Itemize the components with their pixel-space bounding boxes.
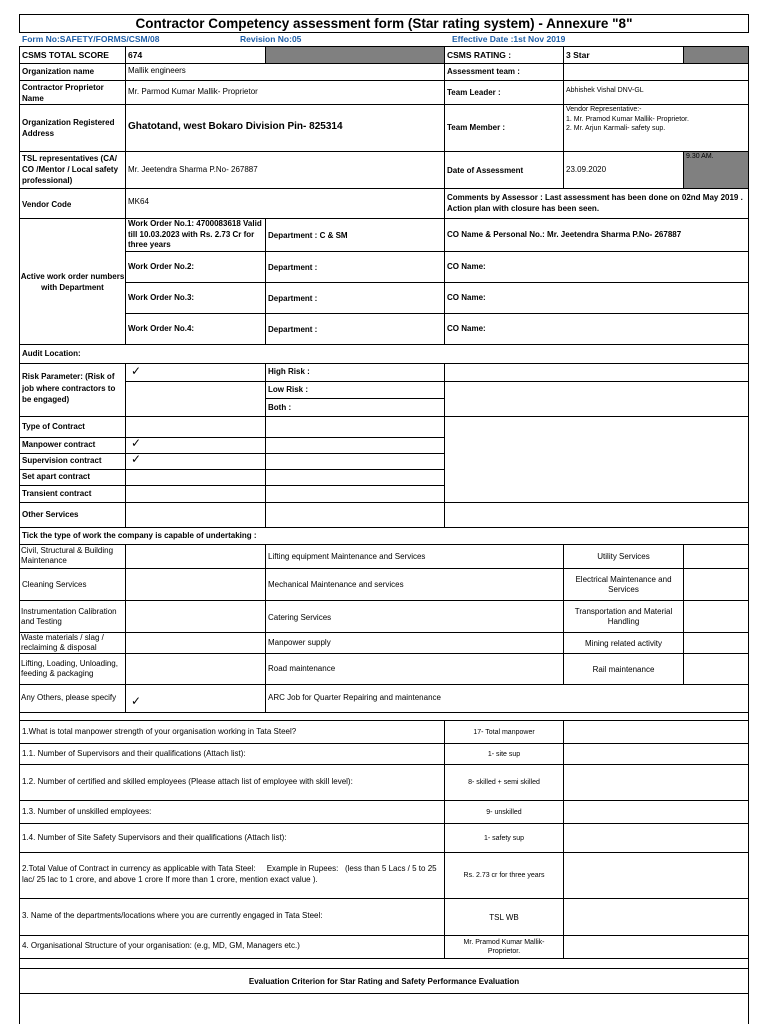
proprietor-value: Mr. Parmod Kumar Mallik- Proprietor [128,87,258,96]
cell [563,63,749,81]
cell [563,823,749,853]
check-icon: ✓ [131,452,142,466]
work-lifting-equipment: Lifting equipment Maintenance and Services [268,552,426,561]
cell [265,469,445,486]
cell [563,935,749,959]
cell [683,632,749,654]
work-catering: Catering Services [268,613,332,622]
check-icon: ✓ [131,436,142,450]
date-value: 23.09.2020 [566,165,607,174]
question-2: 2.Total Value of Contract in currency as applicable with Tata Steel: Example in Rupees: (less than 5 Lacs / 5 to 25 lac/ 25 lac to 1 crore, and above 1 crore If more than 1 crore, mention exact value ). [22,864,439,884]
work-waste: Waste materials / slag / reclaiming & disposal [21,633,107,652]
work-transportation: Transportation and Material Handling [574,606,675,626]
rating-value: 3 Star [566,50,590,60]
tsl-rep-value: Mr. Jeetendra Sharma P.No- 267887 [128,165,258,174]
question-1-1: 1.1. Number of Supervisors and their qualifications (Attach list): [22,749,246,758]
cell [125,653,266,685]
question-3: 3. Name of the departments/locations where you are currently engaged in Tata Steel: [22,911,323,920]
audit-location-label: Audit Location: [22,349,81,358]
cell [125,437,266,454]
work-mechanical: Mechanical Maintenance and services [268,580,404,589]
form-number: Form No:SAFETY/FORMS/CSM/08 [22,34,160,44]
check-icon: ✓ [131,694,142,708]
department-2: Department : [268,263,318,272]
total-score-value: 674 [128,50,143,60]
team-member-value: Vendor Representative:- 1. Mr. Pramod Kumar Mallik- Proprietor. 2. Mr. Arjun Karmali- safety sup. [566,106,689,132]
cell [563,800,749,824]
department-4: Department : [268,325,318,334]
revision-number: Revision No:05 [240,34,302,44]
proprietor-label: Contractor Proprietor Name [22,83,107,103]
question-1-3: 1.3. Number of unskilled employees: [22,807,152,816]
border-line [19,993,20,1024]
cell [444,363,749,382]
assessment-team-label: Assessment team : [447,67,520,76]
tsl-rep-label: TSL representatives (CA/ CO /Mentor / Local safety professional) [22,154,121,185]
question-1: 1.What is total manpower strength of your organisation working in Tata Steel? [22,727,297,736]
answer-3: TSL WB [489,912,519,922]
cell [265,437,445,454]
work-electrical: Electrical Maintenance and Services [575,574,674,594]
work-cleaning: Cleaning Services [22,580,87,589]
work-road-maintenance: Road maintenance [268,664,336,673]
co-name-3: CO Name: [447,293,486,302]
risk-parameter-label: Risk Parameter: (Risk of job where contractors to be engaged) [22,372,118,404]
cell [563,743,749,765]
work-any-others: Any Others, please specify [21,693,117,702]
effective-date: Effective Date :1st Nov 2019 [452,34,566,44]
co-name-2: CO Name: [447,262,486,271]
cell [125,363,266,382]
question-1-2: 1.2. Number of certified and skilled employees (Please attach list of employee with skill level): [22,777,353,786]
work-lifting-loading: Lifting, Loading, Unloading, feeding & packaging [21,659,121,678]
cell [125,568,266,601]
cell [125,453,266,470]
cell [265,502,445,528]
cell [563,898,749,936]
cell [125,632,266,654]
cell [125,416,266,438]
address-value: Ghatotand, west Bokaro Division Pin- 825314 [128,121,343,132]
date-label: Date of Assessment [447,166,524,175]
high-risk-label: High Risk : [268,367,310,376]
cell [125,600,266,633]
work-instrumentation: Instrumentation Calibration and Testing [21,607,119,626]
address-label: Organization Registered Address [22,118,117,138]
cell [125,485,266,503]
answer-1-3: 9- unskilled [486,808,522,816]
cell [683,544,749,569]
work-manpower-supply: Manpower supply [268,638,331,647]
department-1: Department : C & SM [268,231,348,240]
work-type-heading: Tick the type of work the company is capable of undertaking : [22,531,257,540]
team-member-label: Team Member : [447,123,506,132]
contract-type-label: Type of Contract [22,422,85,431]
cell [444,502,749,528]
work-orders-label: Active work order numbers with Department [20,272,127,292]
contract-set-apart: Set apart contract [22,472,91,481]
check-icon: ✓ [131,364,142,378]
answer-1-4: 1- safety sup [483,834,525,842]
cell [265,485,445,503]
assessor-comments: Comments by Assessor : Last assessment has been done on 02nd May 2019 . Action plan with closure has been seen. [447,193,745,213]
evaluation-title: Evaluation Criterion for Star Rating and Safety Performance Evaluation [248,976,520,986]
cell [125,544,266,569]
contract-supervision: Supervision contract [22,456,102,465]
cell [444,416,749,503]
contract-transient: Transient contract [22,489,92,498]
cell [125,684,266,713]
work-mining: Mining related activity [585,638,662,648]
department-3: Department : [268,294,318,303]
low-risk-label: Low Risk : [268,385,309,394]
contract-other-services: Other Services [22,510,79,519]
work-arc-job: ARC Job for Quarter Repairing and maintenance [268,693,441,702]
time-value: 9.30 AM. [686,153,714,160]
cell [125,381,266,417]
team-leader-label: Team Leader : [447,88,501,97]
cell [563,852,749,899]
answer-2: Rs. 2.73 cr for three years [463,872,545,879]
gray-cell [265,46,445,64]
total-score-label: CSMS TOTAL SCORE [22,50,109,60]
work-order-1: Work Order No.1: 4700083618 Valid till 10.03.2023 with Rs. 2.73 Cr for three years [128,219,264,249]
question-1-4: 1.4. Number of Site Safety Supervisors and their qualifications (Attach list): [22,833,287,842]
cell [563,720,749,744]
cell [265,453,445,470]
cell [125,469,266,486]
work-order-2: Work Order No.2: [128,262,195,271]
work-civil: Civil, Structural & Building Maintenance [21,546,116,565]
cell [683,653,749,685]
cell [563,764,749,801]
cell [683,600,749,633]
org-name-label: Organization name [22,67,95,76]
work-order-3: Work Order No.3: [128,293,195,302]
form-title: Contractor Competency assessment form (Star rating system) - Annexure "8" [135,16,633,31]
answer-1: 17- Total manpower [473,728,535,736]
contract-manpower: Manpower contract [22,440,96,449]
team-leader-value: Abhishek Vishal DNV-GL [566,87,644,94]
work-rail-maintenance: Rail maintenance [592,664,655,674]
vendor-code-label: Vendor Code [22,200,72,209]
cell [265,416,445,438]
work-utility: Utility Services [597,552,650,561]
both-label: Both : [268,403,292,412]
work-order-4: Work Order No.4: [128,324,195,333]
co-name-4: CO Name: [447,324,486,333]
cell [444,381,749,417]
answer-1-2: 8- skilled + semi skilled [468,779,540,786]
cell [125,502,266,528]
question-4: 4. Organisational Structure of your organisation: (e.g, MD, GM, Managers etc.) [22,941,300,950]
vendor-code-value: MK64 [128,197,149,206]
org-name-value: Mallik engineers [128,66,186,75]
co-name-1: CO Name & Personal No.: Mr. Jeetendra Sharma P.No- 267887 [447,230,682,239]
gray-cell [683,46,749,64]
rating-label: CSMS RATING : [447,50,512,60]
answer-1-1: 1- site sup [487,750,521,758]
cell [683,568,749,601]
answer-4: Mr. Pramod Kumar Mallik- Proprietor. [463,939,547,955]
border-line [748,993,749,1024]
